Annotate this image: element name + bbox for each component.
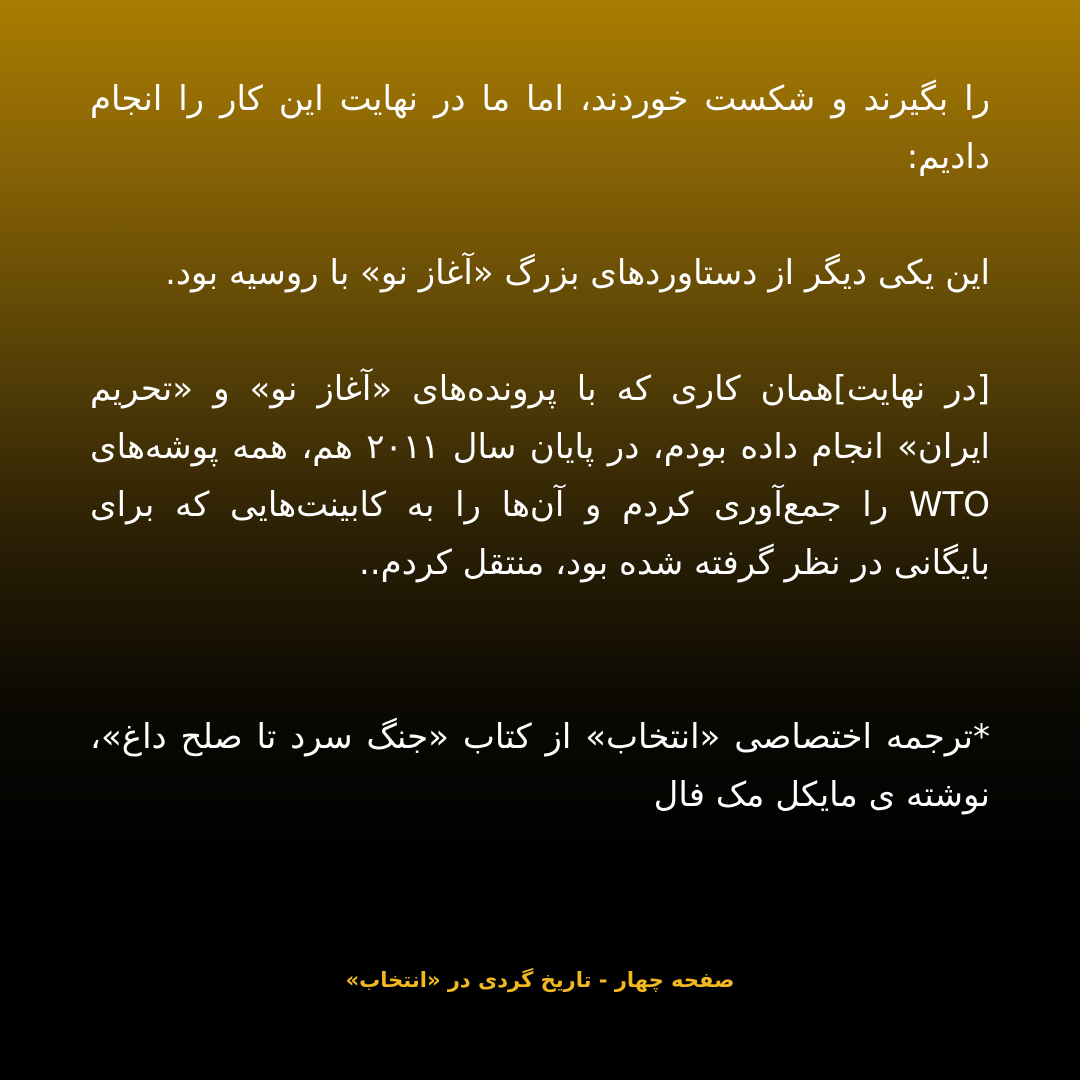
paragraph-intro: را بگیرند و شکست خوردند، اما ما در نهایت این کار را انجام دادیم:	[90, 79, 990, 177]
paragraph-achievement: این یکی دیگر از دستاوردهای بزرگ «آغاز نو» با روسیه بود.	[165, 253, 990, 293]
page-footer: صفحه چهار - تاریخ گردی در «انتخاب»	[345, 968, 735, 992]
paragraph-archive: [در نهایت]همان کاری که با پرونده‌های «آغاز نو» و «تحریم ایران» انجام داده بودم، در پایان سال ۲۰۱۱ هم، همه پوشه‌های WTO را جمع‌آوری کردم و آن‌ها را به کابینت‌هایی که برای بایگانی در نظر گرفته شده بود، منتقل کردم..	[90, 369, 990, 583]
paragraph-credit: *ترجمه اختصاصی «انتخاب» از کتاب «جنگ سرد تا صلح داغ»، نوشته ی مایکل مک فال	[90, 717, 990, 815]
post-body	[90, 70, 990, 824]
